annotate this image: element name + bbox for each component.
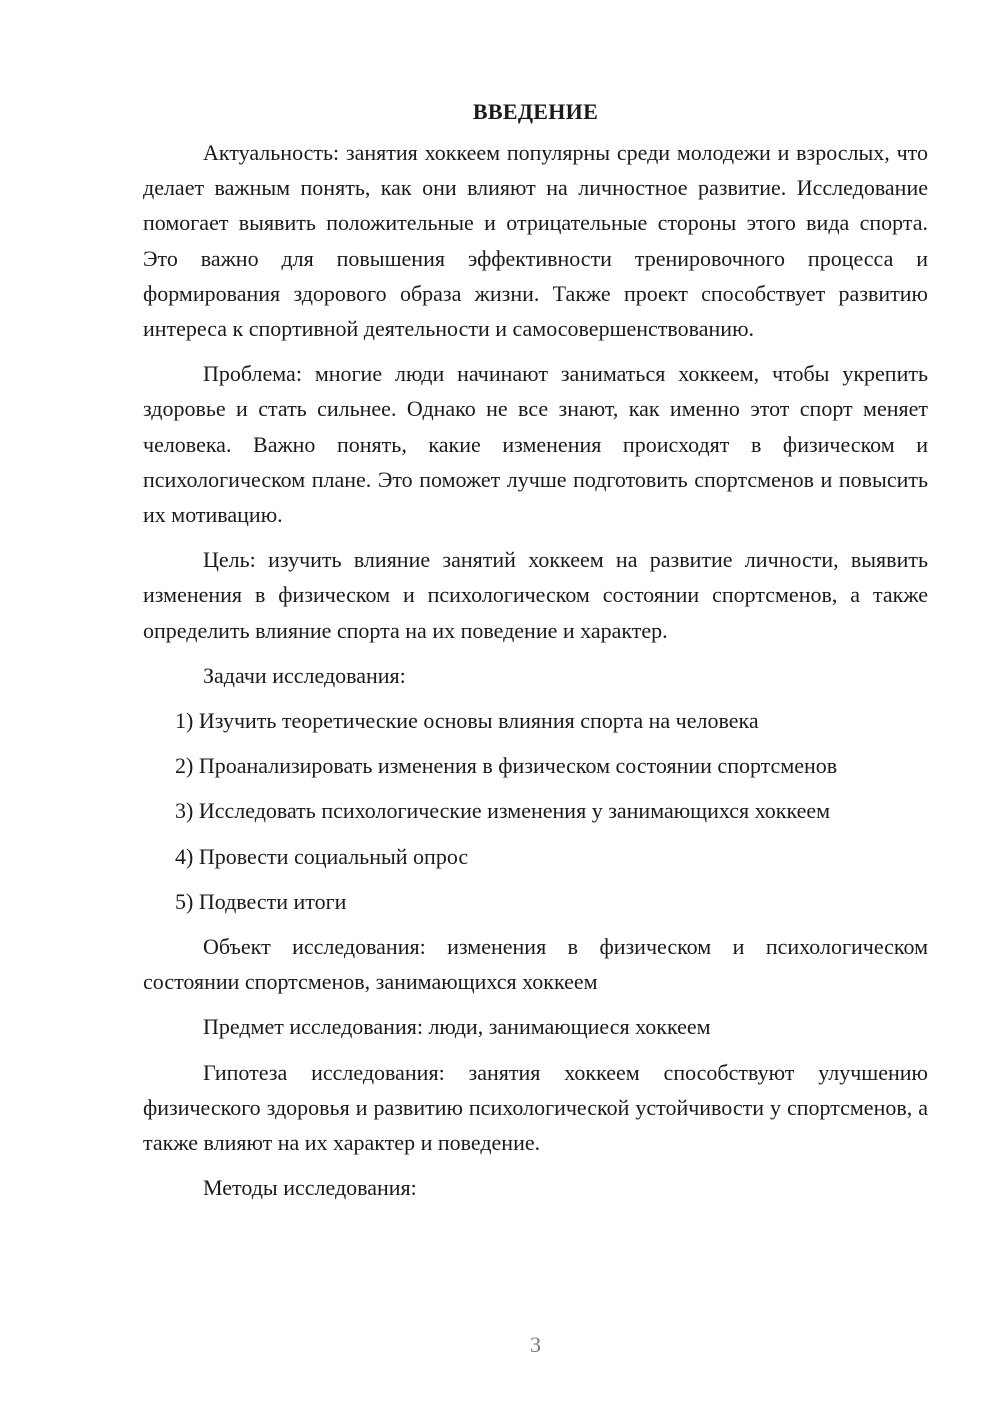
tasks-list <box>143 703 928 919</box>
list-item: 4) Провести социальный опрос <box>175 843 469 869</box>
tasks-heading: Задачи исследования: <box>203 662 406 688</box>
page-title: ВВЕДЕНИЕ <box>472 99 599 124</box>
list-item: 5) Подвести итоги <box>175 888 347 914</box>
document-page <box>143 94 928 1215</box>
list-item: 1) Изучить теоретические основы влияния спорта на человека <box>175 708 759 734</box>
paragraph-object: Объект исследования: изменения в физическом и психологическом состоянии спортсменов, занимающихся хоккеем <box>143 934 928 995</box>
paragraph-relevance: Актуальность: занятия хоккеем популярны среди молодежи и взрослых, что делает важным понять, как они влияют на личностное развитие. Исследование помогает выявить положительные и отрицательные стороны этого вида спорта. Это важно для повышения эффективности тренировочного процесса и формирования здорового образа жизни. Также проект способствует развитию интереса к спортивной деятельности и самосовершенствованию. <box>143 140 928 342</box>
page-number: 3 <box>530 1332 541 1357</box>
paragraph-goal: Цель: изучить влияние занятий хоккеем на развитие личности, выявить изменения в физическом и психологическом состоянии спортсменов, а также определить влияние спорта на их поведение и характер. <box>143 547 928 643</box>
list-item: 2) Проанализировать изменения в физическом состоянии спортсменов <box>175 753 838 779</box>
methods-heading: Методы исследования: <box>203 1175 417 1201</box>
paragraph-subject: Предмет исследования: люди, занимающиеся хоккеем <box>203 1014 711 1040</box>
paragraph-problem: Проблема: многие люди начинают заниматься хоккеем, чтобы укрепить здоровье и стать сильнее. Однако не все знают, как именно этот спорт меняет человека. Важно понять, какие изменения происходят в физическом и психологическом плане. Это поможет лучше подготовить спортсменов и повысить их мотивацию. <box>143 361 928 528</box>
paragraph-hypothesis: Гипотеза исследования: занятия хоккеем способствуют улучшению физического здоровья и развитию психологической устойчивости у спортсменов, а также влияют на их характер и поведение. <box>143 1059 928 1156</box>
list-item: 3) Исследовать психологические изменения у занимающихся хоккеем <box>175 798 831 824</box>
